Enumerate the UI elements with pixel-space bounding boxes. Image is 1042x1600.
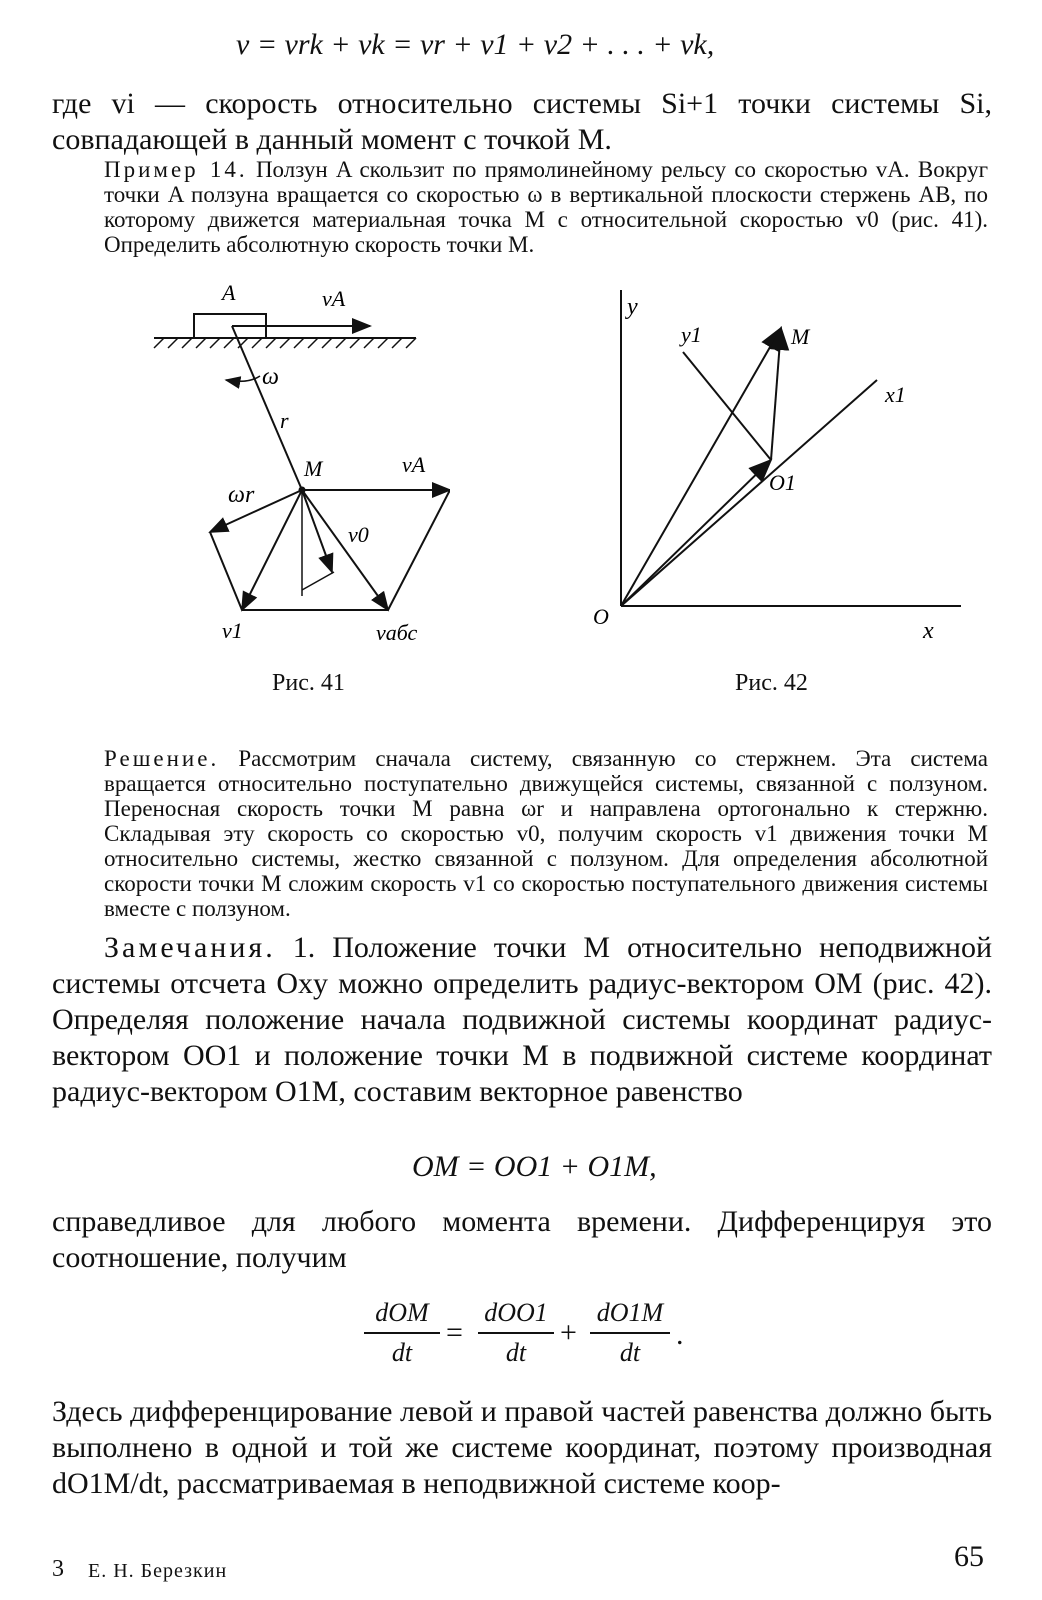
label-vA: vA (402, 452, 426, 477)
vA-to-vabs (388, 490, 450, 610)
label-v1: v1 (222, 618, 243, 643)
solution-text: Рассмотрим сначала систему, связанную со стержнем. Эта система вращается относительно поступательно движущейся системы, связанной с ползуном. Переносная скорость точки M равна ωr и направлена ортогонально к стержню. Складывая эту скорость со скоростью v0, получим скорость v1 движения точки M относительно системы, жестко связанной с ползуном. Для определения абсолютной скорости точки M сложим скорость v1 со скоростью поступательного движения системы вместе с ползуном. (104, 746, 989, 921)
frac-right-num: dO1M (596, 1298, 664, 1327)
v1-side-a (210, 532, 242, 610)
frac-left-den: dt (391, 1338, 413, 1367)
remarks (52, 930, 992, 1110)
label-v0: v0 (348, 522, 369, 547)
label-x1: x1 (885, 382, 906, 407)
equals-sign: = (446, 1316, 463, 1349)
remarks-label: Замечания. (104, 931, 276, 964)
example-text: Ползун A скользит по прямолинейному рельсу со скоростью vA. Вокруг точки A ползуна вращается со скоростью ω в вертикальной плоскости стержень AB, по которому движется материальная точка M с относительной скоростью v0 (рис. 41). Определить абсолютную скорость точки M. (104, 157, 989, 257)
frac-left-bar (364, 1332, 440, 1334)
solution-label: Решение. (104, 746, 220, 771)
label-O: O (593, 604, 609, 629)
vector-O1M (771, 328, 781, 460)
figure-42 (585, 284, 965, 654)
top-formula: v = vrk + vk = vr + v1 + v2 + . . . + vk, (236, 28, 715, 61)
label-y1: y1 (681, 322, 702, 347)
rod-AM (232, 326, 302, 490)
paragraph-2: справедливое для любого момента времени. Дифференцируя это соотношение, получим (52, 1205, 992, 1274)
vector-OM (621, 328, 781, 606)
remarks-text: 1. Положение точки M относительно неподвижной системы отсчета Oxy можно определить радиус-вектором OM (рис. 42). Определяя положение начала подвижной системы координат радиус-вектором OO1 и положение точки M в подвижной системе координат радиус-вектором O1M, составим векторное равенство (52, 931, 993, 1108)
vector-equation: OM = OO1 + O1M, (412, 1150, 657, 1183)
label-vabs: vабс (376, 620, 418, 645)
label-O1: O1 (769, 470, 796, 495)
label-omega-r: ωr (228, 482, 255, 508)
example-label: Пример 14. (104, 157, 248, 182)
label-vA-top: vA (322, 286, 346, 311)
frac-left-num: dOM (375, 1298, 429, 1327)
frac-right-den: dt (619, 1338, 641, 1367)
label-r: r (280, 408, 289, 433)
period: . (676, 1318, 684, 1351)
v0-arrow (302, 490, 332, 572)
label-x: x (923, 618, 934, 644)
label-M: M (791, 324, 810, 349)
vector-OO1 (621, 460, 771, 606)
omega-r-arrow (210, 490, 302, 532)
figure-41 (140, 280, 450, 650)
solution (104, 746, 988, 921)
fig42-caption: Рис. 42 (735, 670, 808, 696)
label-y: y (627, 294, 638, 320)
frac-mid-bar (478, 1332, 554, 1334)
paragraph-1: где vi — скорость относительно системы Si+1 точки системы Si, совпадающей в данный момент с точкой M. (52, 87, 992, 156)
paragraph-3: Здесь дифференцирование левой и правой частей равенства должно быть выполнено в одной и той же системе координат, поэтому производная dO1M/dt, рассматриваемая в неподвижной системе коор- (52, 1395, 992, 1500)
author-name: Е. Н. Березкин (88, 1560, 228, 1582)
example-14 (104, 157, 988, 257)
v0-helper (302, 572, 334, 590)
page-number: 65 (954, 1540, 984, 1573)
vabs-arrow (302, 490, 388, 610)
label-M: M (304, 456, 323, 481)
frac-right-bar (590, 1332, 670, 1334)
label-omega: ω (262, 364, 279, 390)
fig41-caption: Рис. 41 (272, 670, 345, 696)
plus-sign: + (560, 1316, 577, 1349)
x1-axis (621, 380, 877, 606)
signature-mark: 3 (52, 1556, 64, 1582)
label-A: A (222, 280, 236, 305)
frac-mid-num: dOO1 (484, 1298, 548, 1327)
v1-arrow (242, 490, 302, 610)
frac-mid-den: dt (505, 1338, 527, 1367)
rail-hatching (154, 338, 416, 348)
